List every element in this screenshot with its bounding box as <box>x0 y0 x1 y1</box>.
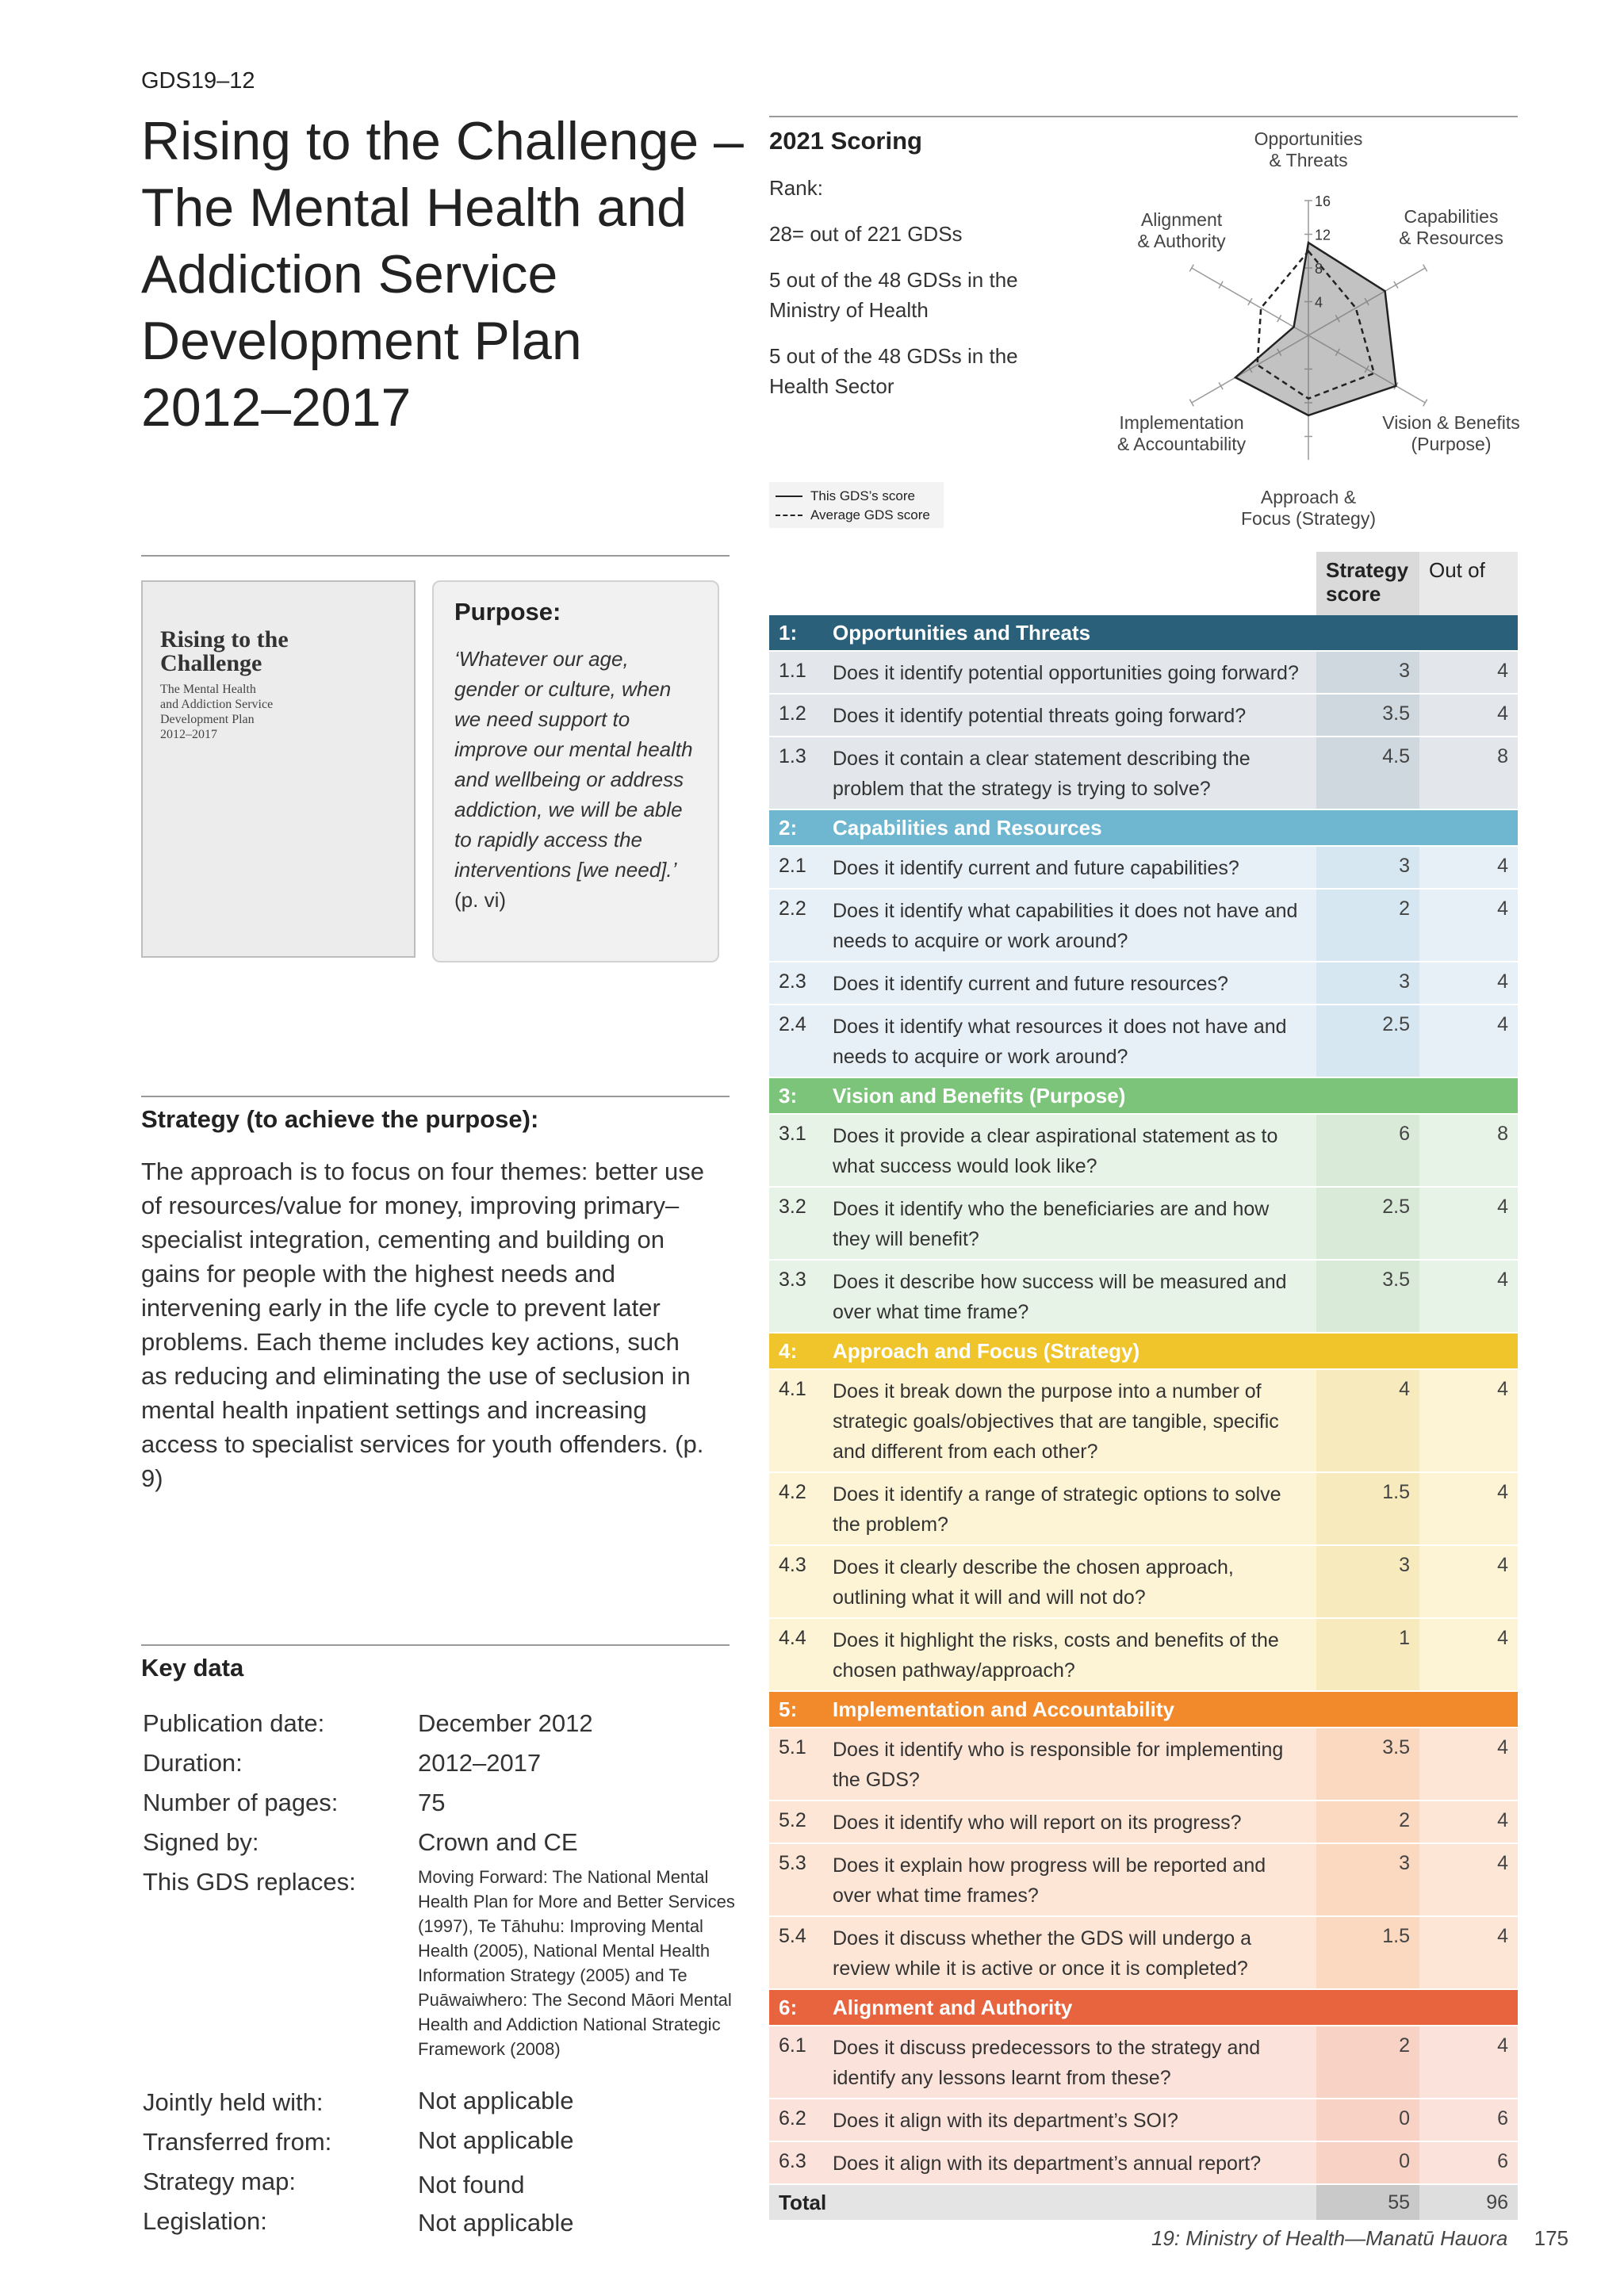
table-row <box>769 1261 1518 1332</box>
question-text: Does it identify current and future resources? <box>833 973 1228 995</box>
total-label: Total <box>779 2190 827 2214</box>
total-score: 55 <box>1316 2185 1419 2220</box>
radar-tick-mark <box>1219 382 1223 389</box>
question-number: 6.1 <box>779 2034 806 2057</box>
divider <box>769 116 1518 117</box>
strategy-score: 3 <box>1316 847 1419 888</box>
radar-tick-label: 8 <box>1315 261 1323 277</box>
footer-section: 19: Ministry of Health—Manatū Hauora <box>1151 2226 1508 2250</box>
cover-thumbnail <box>141 580 416 958</box>
strategy-score: 2.5 <box>1316 1188 1419 1259</box>
section-number: 1: <box>779 620 798 645</box>
question-number: 2.3 <box>779 970 806 993</box>
radar-tick-label: 4 <box>1315 294 1323 311</box>
out-of-score: 6 <box>1419 2099 1518 2141</box>
question-text: Does it identify a range of strategic options to solve the problem? <box>833 1483 1281 1536</box>
section-title: Approach and Focus (Strategy) <box>833 1338 1140 1363</box>
section-header <box>769 1990 1518 2025</box>
question-text: Does it identify what capabilities it does not have and needs to acquire or work around? <box>833 900 1298 952</box>
out-of-score: 4 <box>1419 1005 1518 1077</box>
question-text: Does it explain how progress will be reported and over what time frames? <box>833 1854 1266 1907</box>
question-text: Does it align with its department’s SOI? <box>833 2110 1178 2132</box>
question-number: 3.1 <box>779 1123 806 1145</box>
question-number: 5.4 <box>779 1925 806 1947</box>
legend-label: This GDS’s score <box>810 488 915 503</box>
question-text: Does it identify current and future capabilities? <box>833 857 1239 879</box>
question-number: 4.3 <box>779 1554 806 1576</box>
radar-axis-label: Implementation & Accountability <box>1116 412 1247 454</box>
strategy-score: 3 <box>1316 1844 1419 1915</box>
key-data-label: Transferred from: <box>143 2128 332 2156</box>
document-code: GDS19–12 <box>141 68 255 94</box>
question-text: Does it align with its department’s annual report? <box>833 2152 1262 2175</box>
key-data-heading: Key data <box>141 1654 244 1682</box>
radar-axis-label: Capabilities & Resources <box>1399 206 1503 248</box>
out-of-score: 8 <box>1419 737 1518 809</box>
page-number: 175 <box>1534 2226 1568 2250</box>
key-data-value: Not found <box>418 2171 525 2198</box>
key-data-value: Crown and CE <box>418 1828 578 1856</box>
strategy-text: The approach is to focus on four themes: better use of resources/value for money, improving primary–specialist integration, cementing and building on gains for people with the highest needs and intervening early in the life cycle to prevent later problems. Each theme includes key actions, such as reducing and eliminating the use of seclusion in mental health inpatient settings and increasing access to specialist services for youth offenders. (p. 9) <box>141 1158 704 1492</box>
strategy-score: 3 <box>1316 652 1419 693</box>
question-text: Does it break down the purpose into a number of strategic goals/objectives that are tangible, specific and different from each other? <box>833 1380 1279 1463</box>
key-data-label: Signed by: <box>143 1828 259 1856</box>
question-text: Does it identify who will report on its progress? <box>833 1812 1242 1834</box>
strategy-score: 3 <box>1316 962 1419 1004</box>
question-number: 6.2 <box>779 2107 806 2130</box>
out-of-score: 4 <box>1419 1261 1518 1332</box>
scoring-heading: 2021 Scoring <box>769 127 922 155</box>
table-row <box>769 1728 1518 1800</box>
purpose-heading: Purpose: <box>454 598 561 626</box>
out-of-score: 4 <box>1419 2026 1518 2098</box>
strategy-score: 1.5 <box>1316 1473 1419 1544</box>
section-title: Opportunities and Threats <box>833 620 1091 645</box>
question-number: 4.2 <box>779 1481 806 1503</box>
purpose-quote: ‘Whatever our age, gender or culture, when we need support to improve our mental health and wellbeing or address addiction, we will be able to rapidly access the interventions [we need].’ <box>454 647 693 882</box>
out-of-score: 4 <box>1419 695 1518 736</box>
out-of-score: 4 <box>1419 847 1518 888</box>
table-row <box>769 1546 1518 1617</box>
question-text: Does it discuss whether the GDS will undergo a review while it is active or once it is completed? <box>833 1927 1252 1980</box>
question-text: Does it describe how success will be measured and over what time frame? <box>833 1271 1287 1323</box>
section-number: 5: <box>779 1697 798 1721</box>
section-header <box>769 1334 1518 1368</box>
key-data-label: Number of pages: <box>143 1789 339 1816</box>
section-title: Implementation and Accountability <box>833 1697 1174 1721</box>
question-text: Does it identify potential threats going forward? <box>833 705 1247 727</box>
table-body <box>769 615 1518 2183</box>
section-title: Capabilities and Resources <box>833 815 1102 840</box>
question-number: 1.1 <box>779 660 806 682</box>
radar-tick-mark <box>1394 281 1398 289</box>
question-number: 1.2 <box>779 702 806 725</box>
question-number: 6.3 <box>779 2150 806 2172</box>
table-row <box>769 2142 1518 2183</box>
table-row <box>769 1619 1518 1690</box>
page-title: Rising to the Challenge – The Mental Health and Addiction Service Development Plan 2012–2017 <box>141 111 744 438</box>
question-number: 2.2 <box>779 897 806 920</box>
out-of-score: 4 <box>1419 890 1518 961</box>
question-text: Does it identify who the beneficiaries are and how they will benefit? <box>833 1198 1270 1250</box>
strategy-score: 3.5 <box>1316 1728 1419 1800</box>
out-of-score: 4 <box>1419 1619 1518 1690</box>
strategy-score: 0 <box>1316 2099 1419 2141</box>
out-of-score: 4 <box>1419 1801 1518 1843</box>
radar-tick-mark <box>1423 400 1427 407</box>
key-data-value: December 2012 <box>418 1709 593 1737</box>
question-number: 2.1 <box>779 855 806 877</box>
strategy-score: 6 <box>1316 1115 1419 1186</box>
section-number: 4: <box>779 1338 798 1363</box>
cover-title: Rising to the Challenge <box>160 626 289 676</box>
total-row <box>769 2185 1518 2220</box>
table-row <box>769 1917 1518 1988</box>
table-row <box>769 1844 1518 1915</box>
divider <box>141 1096 730 1097</box>
radar-tick-label: 16 <box>1315 193 1331 209</box>
key-data-value: Not applicable <box>418 2209 574 2237</box>
radar-tick-label: 12 <box>1315 227 1331 243</box>
strategy-score: 1.5 <box>1316 1917 1419 1988</box>
rank-label: Rank: <box>769 176 823 200</box>
question-text: Does it discuss predecessors to the strategy and identify any lessons learnt from these? <box>833 2037 1261 2089</box>
out-of-score: 6 <box>1419 2142 1518 2183</box>
table-header <box>769 552 1518 615</box>
chart-legend <box>769 482 944 528</box>
strategy-score: 3 <box>1316 1546 1419 1617</box>
strategy-score: 4 <box>1316 1370 1419 1471</box>
question-text: Does it provide a clear aspirational statement as to what success would look like? <box>833 1125 1278 1177</box>
out-of-score: 4 <box>1419 1728 1518 1800</box>
table-row <box>769 1005 1518 1077</box>
section-header <box>769 1692 1518 1727</box>
legend-item-solid <box>776 487 937 506</box>
question-number: 3.2 <box>779 1196 806 1218</box>
score-table <box>769 552 1518 2220</box>
section-number: 3: <box>779 1083 798 1108</box>
strategy-score: 2 <box>1316 890 1419 961</box>
table-row <box>769 2099 1518 2141</box>
question-number: 5.1 <box>779 1736 806 1758</box>
key-data-value: Not applicable <box>418 2126 574 2154</box>
table-row <box>769 695 1518 736</box>
question-number: 4.4 <box>779 1627 806 1649</box>
cover-subtitle: The Mental Health and Addiction Service Development Plan 2012–2017 <box>160 683 274 741</box>
out-of-score: 4 <box>1419 1917 1518 1988</box>
purpose-reference: (p. vi) <box>454 888 506 912</box>
col-strategy-score: Strategy score <box>1316 552 1419 615</box>
table-row <box>769 652 1518 693</box>
section-header <box>769 810 1518 845</box>
table-row <box>769 1473 1518 1544</box>
radar-tick-mark <box>1423 265 1427 272</box>
question-number: 1.3 <box>779 745 806 767</box>
table-row <box>769 1188 1518 1259</box>
key-data-value: 75 <box>418 1789 446 1816</box>
question-number: 5.2 <box>779 1809 806 1831</box>
strategy-score: 0 <box>1316 2142 1419 2183</box>
section-number: 2: <box>779 815 798 840</box>
question-number: 2.4 <box>779 1013 806 1035</box>
radar-tick-mark <box>1277 315 1281 322</box>
page-footer <box>1151 2226 1568 2251</box>
out-of-score: 8 <box>1419 1115 1518 1186</box>
radar-axis-label: Vision & Benefits (Purpose) <box>1382 412 1520 454</box>
rank-ministry: 5 out of the 48 GDSs in the Ministry of Health <box>769 268 1018 322</box>
rank-overall: 28= out of 221 GDSs <box>769 222 963 246</box>
strategy-score: 1 <box>1316 1619 1419 1690</box>
radar-tick-mark <box>1189 400 1193 407</box>
question-text: Does it contain a clear statement describing the problem that the strategy is trying to solve? <box>833 748 1251 800</box>
table-row <box>769 847 1518 888</box>
legend-item-dashed <box>776 506 937 525</box>
radar-tick-mark <box>1219 281 1223 289</box>
divider <box>141 1644 730 1646</box>
rank-sector: 5 out of the 48 GDSs in the Health Sector <box>769 344 1018 398</box>
replaces-text: Moving Forward: The National Mental Health Plan for More and Better Services (1997), Te Tāhuhu: Improving Mental Health (2005), National Mental Health Information Strategy (2005) and Te Puāwaiwhero: The Second Māori Mental Health and Addiction National Strategic Framework (2008) <box>418 1867 735 2059</box>
table-row <box>769 890 1518 961</box>
table-row <box>769 1115 1518 1186</box>
section-header <box>769 1078 1518 1113</box>
strategy-score: 2 <box>1316 2026 1419 2098</box>
question-number: 5.3 <box>779 1852 806 1874</box>
out-of-score: 4 <box>1419 962 1518 1004</box>
question-number: 3.3 <box>779 1269 806 1291</box>
table-row <box>769 1370 1518 1471</box>
total-out-of: 96 <box>1419 2185 1518 2220</box>
table-row <box>769 962 1518 1004</box>
table-row <box>769 2026 1518 2098</box>
question-text: Does it identify what resources it does not have and needs to acquire or work around? <box>833 1016 1287 1068</box>
radar-tick-mark <box>1248 298 1252 305</box>
divider <box>141 555 730 557</box>
section-title: Vision and Benefits (Purpose) <box>833 1083 1126 1108</box>
strategy-heading: Strategy (to achieve the purpose): <box>141 1105 539 1133</box>
question-text: Does it identify who is responsible for implementing the GDS? <box>833 1739 1284 1791</box>
section-number: 6: <box>779 1995 798 2019</box>
key-data-label: Duration: <box>143 1749 243 1777</box>
key-data-value: 2012–2017 <box>418 1749 542 1777</box>
section-header <box>769 615 1518 650</box>
radar-axis-label: Opportunities & Threats <box>1254 128 1363 170</box>
question-text: Does it highlight the risks, costs and benefits of the chosen pathway/approach? <box>833 1629 1279 1682</box>
key-data-label: Legislation: <box>143 2207 267 2235</box>
strategy-score: 2 <box>1316 1801 1419 1843</box>
out-of-score: 4 <box>1419 1188 1518 1259</box>
key-data-label: Strategy map: <box>143 2168 296 2195</box>
strategy-score: 4.5 <box>1316 737 1419 809</box>
radar-tick-mark <box>1189 265 1193 272</box>
question-number: 4.1 <box>779 1378 806 1400</box>
question-text: Does it identify potential opportunities going forward? <box>833 662 1299 684</box>
question-text: Does it clearly describe the chosen approach, outlining what it will and will not do? <box>833 1556 1234 1609</box>
radar-axis-label: Approach & Focus (Strategy) <box>1241 487 1376 529</box>
strategy-score: 3.5 <box>1316 1261 1419 1332</box>
purpose-box <box>432 580 719 962</box>
out-of-score: 4 <box>1419 652 1518 693</box>
out-of-score: 4 <box>1419 1473 1518 1544</box>
strategy-score: 2.5 <box>1316 1005 1419 1077</box>
out-of-score: 4 <box>1419 1844 1518 1915</box>
strategy-score: 3.5 <box>1316 695 1419 736</box>
key-data-label: Jointly held with: <box>143 2088 324 2116</box>
table-row <box>769 737 1518 809</box>
col-out-of: Out of <box>1419 552 1518 615</box>
out-of-score: 4 <box>1419 1546 1518 1617</box>
key-data-label: Publication date: <box>143 1709 325 1737</box>
legend-label: Average GDS score <box>810 507 930 522</box>
out-of-score: 4 <box>1419 1370 1518 1471</box>
section-title: Alignment and Authority <box>833 1995 1073 2019</box>
table-row <box>769 1801 1518 1843</box>
key-data-value: Not applicable <box>418 2087 574 2114</box>
key-data-label: This GDS replaces: <box>143 1868 356 1896</box>
radar-axis-label: Alignment & Authority <box>1137 209 1226 251</box>
